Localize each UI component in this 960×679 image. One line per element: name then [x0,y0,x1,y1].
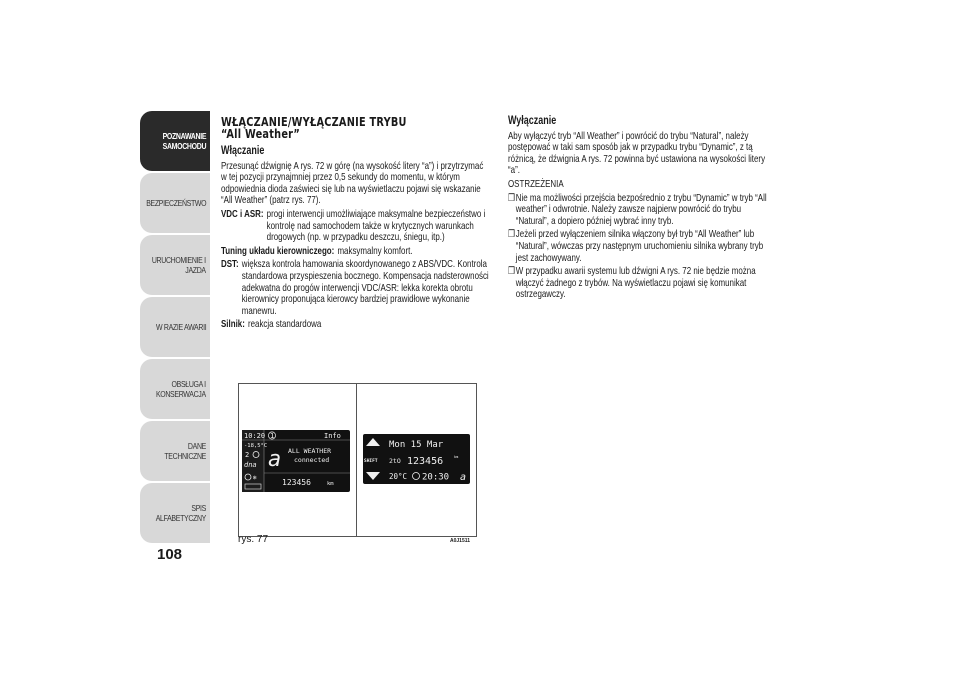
info-label: Info [324,432,341,440]
warning-text: Nie ma możliwości przejścia bezpośrednio z trybu “Dynamic” w tryb “All weather” i odwrotnie. Należy zawsze najpierw powrócić do trybu “Natural”, a dopiero później wybrać inny tryb. [515,192,767,227]
tab-poznawanie[interactable] [140,111,210,171]
figure-77 [238,383,477,537]
instrument-display-2 [363,434,470,484]
section-title-line2: “All Weather” [221,126,301,141]
display-gear: 2 [245,451,250,459]
checkbox-bullet-icon: ❒ [508,266,516,278]
display-date: Mon 15 Mar [389,440,444,450]
dna-label: dna [244,461,257,469]
tab-uruchomienie[interactable] [140,235,210,295]
shift-label: SHIFT [364,459,378,464]
display-time: 10:20 [244,432,266,440]
warning-text: Jeżeli przed wyłączeniem silnika włączony był tryb “All Weather” lub “Natural”, wówczas przy następnym uruchomieniu silnika wybrany tryb jest zachowywany. [515,229,764,264]
snowflake-icon: ❄ [253,474,257,482]
arrow-down-icon [366,472,380,480]
right-column [508,116,774,303]
def-key: Silnik: [221,319,245,331]
tab-label: SPIS ALFABETYCZNY [155,503,206,523]
section-title [221,116,489,140]
warnings-heading: OSTRZEŻENIA [508,178,564,190]
def-tuning [221,246,489,258]
def-text: reakcja standardowa [247,319,322,331]
checkbox-bullet-icon: ❒ [508,192,516,204]
tab-spis-alfabetyczny[interactable] [140,483,210,543]
tab-label: OBSŁUGA I KONSERWACJA [156,379,206,399]
subtitle-wlaczanie: Włączanie [221,145,265,157]
instrument-display-1 [242,430,350,492]
def-key: Tuning układu kierowniczego: [221,245,335,257]
odometer-unit: km [327,481,334,487]
arrow-up-icon [366,438,380,446]
display-1-graphic [242,430,350,492]
odometer-value: 123456 [282,478,311,487]
def-dst [221,259,489,317]
def-vdc [221,209,489,244]
display2-mode-letter: a [460,472,467,483]
tab-label: BEZPIECZEŃSTWO [145,198,206,208]
section-title-line1: WŁĄCZANIE/WYŁĄCZANIE TRYBU [221,114,407,129]
display2-clock: 20:30 [422,472,450,483]
page-number: 108 [157,546,183,563]
display-2-graphic [363,434,470,484]
tab-obsluga[interactable] [140,359,210,419]
warning-item [508,193,773,228]
tab-label: URUCHOMIENIE I JAZDA [152,255,206,275]
def-key: DST: [221,259,239,271]
def-text: większa kontrola hamowania skoordynowanego z ABS/VDC. Kontrola standardowa przyspieszenia bocznego. Kompensacja nadsterowności adekwatna do progów interwencji VDC/ASR: lekka korekta obrotu kierownicy proponująca kierowcy bardziej prawidłowe wykonanie manewru. [241,259,489,317]
tab-bezpieczenstwo[interactable] [140,173,210,233]
warning-item [508,266,773,301]
warning-item [508,229,773,264]
tab-label: W RAZIE AWARII [155,322,206,332]
display2-odo-unit: km [454,455,459,459]
display2-odometer: 123456 [407,456,444,467]
figure-divider [356,384,357,536]
left-column [221,116,489,333]
chapter-tabs [140,111,210,545]
subtitle-wylaczanie: Wyłączanie [508,115,557,127]
message-line1: ALL WEATHER [288,447,332,455]
warning-text: W przypadku awarii systemu lub dźwigni A rys. 72 nie będzie można włączyć żadnego z trybów. Na wyświetlaczu pojawi się komunikat ostrzegawczy. [515,266,756,301]
checkbox-bullet-icon: ❒ [508,229,516,241]
message-line2: connected [294,456,330,464]
right-intro-paragraph: Aby wyłączyć tryb “All Weather” i powrócić do trybu “Natural”, należy postępować w taki sam sposób jak w przypadku trybu “Dynamic”, z tą różnicą, że dźwignia A rys. 72 powinna być ustawiona na wysokości litery “a”. [508,130,766,177]
clock-icon [413,473,420,480]
trip-prefix: 2tO [389,457,401,465]
figure-caption: rys. 77 [238,534,269,545]
display2-temp: 20°C [389,472,408,481]
intro-paragraph: Przesunąć dźwignię A rys. 72 w górę (na wysokość litery “a”) i przytrzymać w tej pozycji przynajmniej przez 0,5 sekundy do momentu, w którym odpowiednia dioda zaświeci się lub na wyświetlaczu pojawi się wskazanie “All Weather” (patrz rys. 77). [221,160,484,207]
def-text: maksymalny komfort. [337,245,413,257]
tab-dane-techniczne[interactable] [140,421,210,481]
figure-code: A0J1511 [450,538,471,544]
tab-w-razie-awarii[interactable] [140,297,210,357]
mode-letter: a [268,447,282,472]
info-number: 1 [270,432,275,440]
def-silnik [221,319,489,331]
def-key: VDC i ASR: [221,208,264,220]
tab-label: DANE TECHNICZNE [164,441,206,461]
tab-label: POZNAWANIE SAMOCHODU [162,131,206,151]
def-text: progi interwencji umożliwiające maksymalne bezpieczeństwo i kontrolę nad samochodem także w krytycznych warunkach drogowych (np. w przypadku deszczu, śniegu, itp.) [266,208,486,244]
display-temp: -18,5°C [244,443,268,449]
